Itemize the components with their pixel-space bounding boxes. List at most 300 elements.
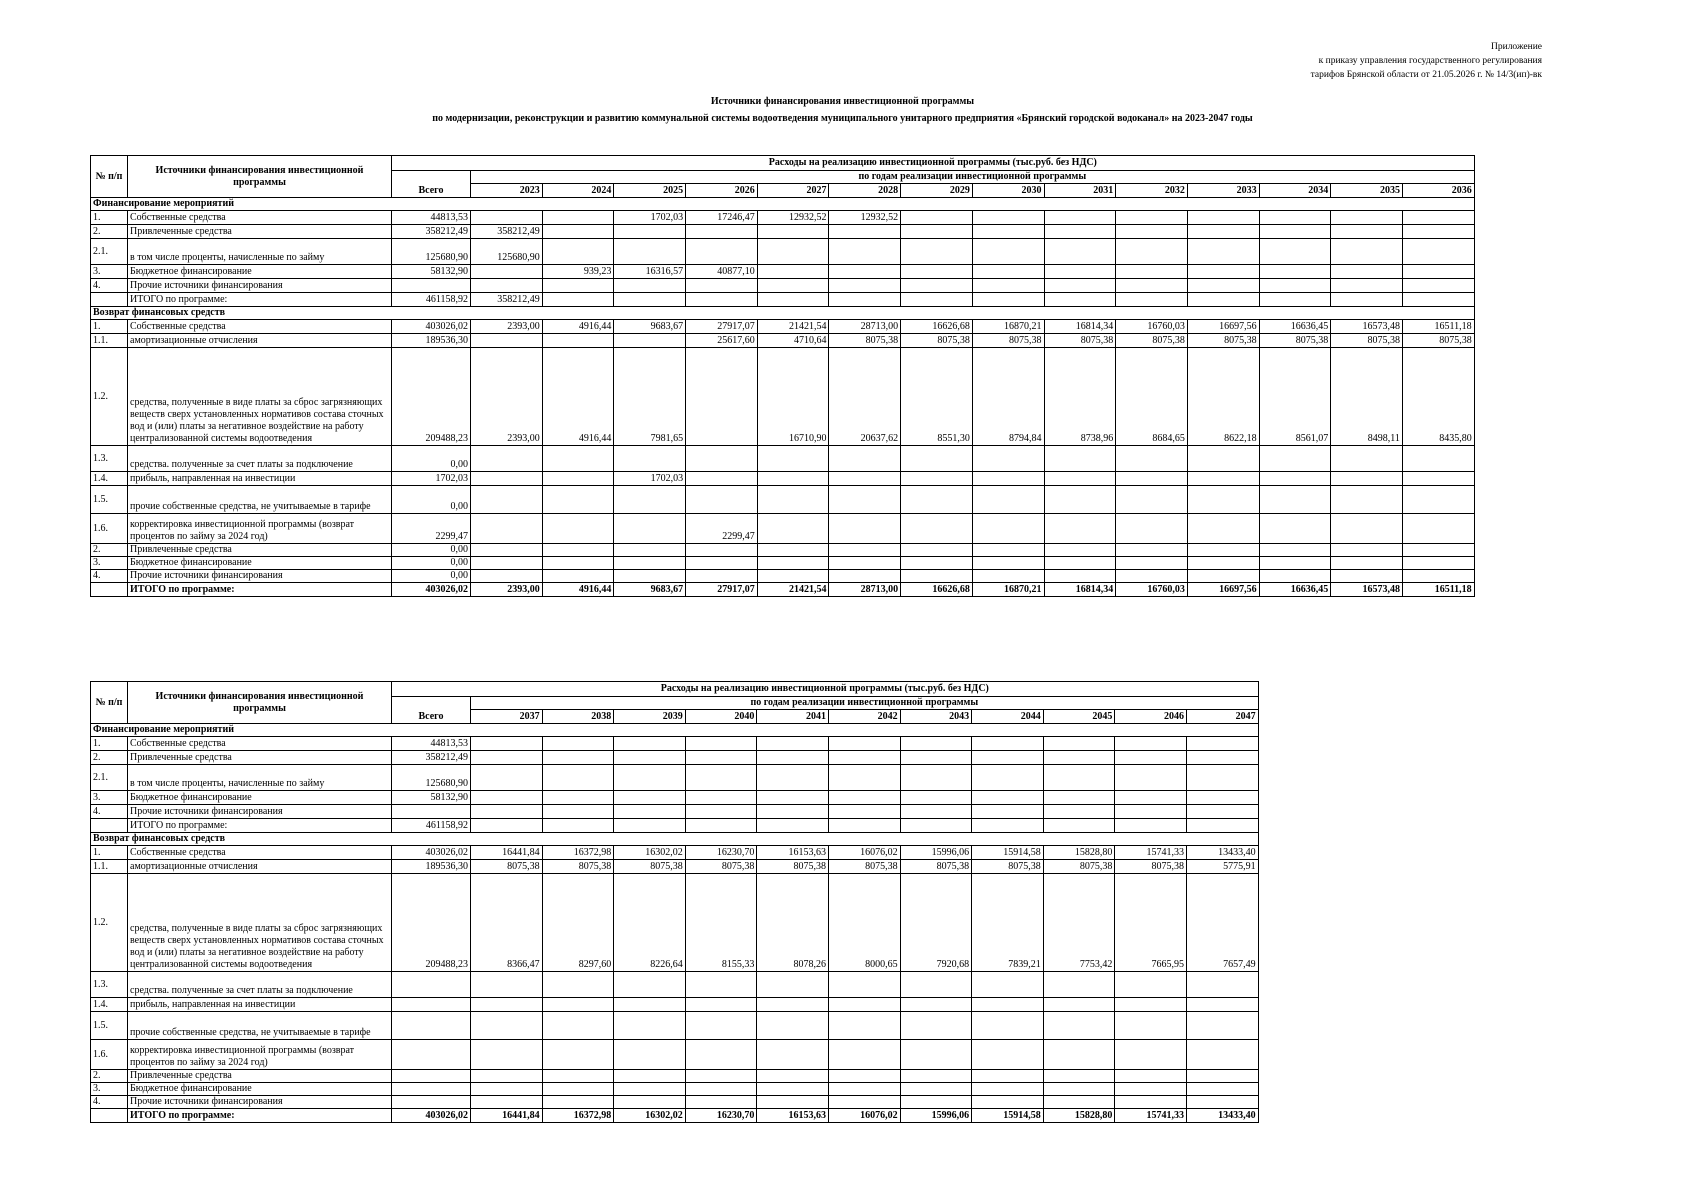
year-cell: 16153,63 [757,846,829,860]
year-header: 2033 [1187,184,1259,198]
year-header: 2036 [1402,184,1474,198]
year-cell [900,791,972,805]
row-label-r3: Бюджетное финансирование [128,1083,392,1096]
year-cell [1115,1070,1187,1083]
row-label-f1: Собственные средства [128,737,392,751]
row-label-f21: в том числе проценты, начисленные по займу [128,239,392,265]
year-header: 2039 [614,710,686,724]
year-cell [1402,279,1474,293]
year-cell: 8075,38 [1115,860,1187,874]
year-cell [614,279,686,293]
year-cell: 16710,90 [757,348,829,446]
year-cell [757,446,829,472]
row-label-r1: Собственные средства [128,320,392,334]
year-cell [542,225,614,239]
year-cell: 16230,70 [685,1109,757,1123]
year-cell [471,472,543,486]
year-cell [972,211,1044,225]
year-cell: 16076,02 [828,1109,900,1123]
year-cell [614,544,686,557]
year-cell: 40877,10 [686,265,758,279]
header-expenses: Расходы на реализацию инвестиционной программы (тыс.руб. без НДС) [392,682,1259,697]
year-cell [972,486,1044,514]
year-cell [1043,1083,1115,1096]
year-cell [542,805,614,819]
year-cell: 15914,58 [972,846,1044,860]
year-cell [542,334,614,348]
year-cell [1187,211,1259,225]
year-cell [1331,514,1403,544]
year-cell [542,279,614,293]
year-cell [471,1012,543,1040]
year-cell [757,514,829,544]
year-cell [1186,998,1258,1012]
year-cell: 15828,80 [1043,1109,1115,1123]
year-cell: 28713,00 [829,583,901,597]
row-number: 1. [91,737,128,751]
year-cell [1043,1070,1115,1083]
year-cell [829,225,901,239]
year-cell [900,765,972,791]
year-cell: 16372,98 [542,846,614,860]
year-cell [1043,1012,1115,1040]
year-cell [542,486,614,514]
year-cell: 8622,18 [1187,348,1259,446]
year-cell [757,791,829,805]
year-cell [542,1083,614,1096]
year-cell [972,544,1044,557]
year-cell [900,1083,972,1096]
header-no: № п/п [91,682,128,724]
year-cell [1187,265,1259,279]
year-cell: 9683,67 [614,320,686,334]
year-cell [686,557,758,570]
year-cell: 16760,03 [1116,320,1188,334]
year-cell: 16230,70 [685,846,757,860]
year-cell: 8155,33 [685,874,757,972]
year-header: 2046 [1115,710,1187,724]
year-cell [972,446,1044,472]
row-number: 1. [91,320,128,334]
row-label-f3: Бюджетное финансирование [128,265,392,279]
year-cell [1043,791,1115,805]
year-cell: 8075,38 [972,334,1044,348]
year-cell [1402,211,1474,225]
year-cell [1115,1040,1187,1070]
year-cell [901,486,973,514]
year-cell [1116,557,1188,570]
year-cell [614,1040,686,1070]
year-cell [1043,819,1115,833]
year-cell [1187,225,1259,239]
title-line-1: Источники финансирования инвестиционной программы [710,96,975,107]
row-number [91,293,128,307]
year-cell: 16870,21 [972,583,1044,597]
year-cell: 8684,65 [1116,348,1188,446]
year-cell [1331,472,1403,486]
year-cell: 15741,33 [1115,1109,1187,1123]
year-cell [685,1070,757,1083]
year-cell [901,225,973,239]
year-cell [1259,570,1331,583]
year-cell [1115,805,1187,819]
year-cell [829,265,901,279]
year-cell [1044,293,1116,307]
year-cell [1259,239,1331,265]
year-cell [471,737,543,751]
year-cell [542,751,614,765]
year-cell [471,805,543,819]
year-cell [614,239,686,265]
year-cell [1186,1012,1258,1040]
year-cell [1187,446,1259,472]
row-number: 1.1. [91,860,128,874]
row-number: 4. [91,1096,128,1109]
year-cell [471,486,543,514]
year-cell: 16441,84 [471,846,543,860]
row-label-r14: прибыль, направленная на инвестиции [128,472,392,486]
row-number: 4. [91,279,128,293]
total-cell: 189536,30 [392,860,471,874]
year-cell [1259,486,1331,514]
year-cell [1115,791,1187,805]
row-number: 1.5. [91,486,128,514]
year-cell [972,1083,1044,1096]
total-cell: 58132,90 [392,265,471,279]
year-cell [757,265,829,279]
year-cell: 358212,49 [471,293,543,307]
year-cell [900,819,972,833]
row-label-r3: Бюджетное финансирование [128,557,392,570]
year-cell [1187,239,1259,265]
year-cell [972,737,1044,751]
year-cell [542,446,614,472]
row-label-r15: прочие собственные средства, не учитываемые в тарифе [128,486,392,514]
section-return: Возврат финансовых средств [91,307,1475,320]
year-cell [1116,293,1188,307]
year-cell [901,544,973,557]
year-cell [757,1040,829,1070]
total-cell [392,1096,471,1109]
header-total: Всего [392,697,471,724]
year-cell: 8075,38 [542,860,614,874]
year-cell [471,544,543,557]
row-label-r13: средства. полученные за счет платы за подключение [128,446,392,472]
row-label-rtot: ИТОГО по программе: [128,1109,392,1123]
year-cell [614,765,686,791]
total-cell: 2299,47 [392,514,471,544]
year-cell [757,751,829,765]
year-cell [542,514,614,544]
year-cell [1116,211,1188,225]
year-cell: 15996,06 [900,1109,972,1123]
year-cell [542,557,614,570]
year-cell [542,1070,614,1083]
year-cell [542,998,614,1012]
year-cell [1331,293,1403,307]
year-cell [1044,544,1116,557]
year-cell [614,751,686,765]
year-cell [1187,293,1259,307]
year-cell [900,1012,972,1040]
year-cell: 8498,11 [1331,348,1403,446]
year-cell: 8226,64 [614,874,686,972]
year-cell [614,1083,686,1096]
year-cell [757,998,829,1012]
total-cell: 1702,03 [392,472,471,486]
year-cell [542,1096,614,1109]
year-cell [1259,265,1331,279]
year-cell [1044,486,1116,514]
year-cell: 4916,44 [542,348,614,446]
year-cell: 16441,84 [471,1109,543,1123]
year-cell [686,544,758,557]
row-label-r2: Привлеченные средства [128,544,392,557]
year-cell: 8075,38 [1259,334,1331,348]
year-cell: 4916,44 [542,583,614,597]
year-cell: 8075,38 [828,860,900,874]
row-number [91,1109,128,1123]
total-cell [392,1070,471,1083]
year-cell: 8000,65 [828,874,900,972]
year-cell: 4916,44 [542,320,614,334]
document-title [0,93,1685,127]
year-cell [614,514,686,544]
year-cell [685,1040,757,1070]
year-cell [1331,570,1403,583]
year-cell [1331,486,1403,514]
year-cell [757,472,829,486]
year-cell [471,819,543,833]
year-cell [972,514,1044,544]
total-cell [392,1040,471,1070]
year-cell [1259,279,1331,293]
year-cell [614,293,686,307]
year-cell [685,737,757,751]
year-cell [542,472,614,486]
year-header: 2045 [1043,710,1115,724]
year-cell [1186,819,1258,833]
year-cell [1044,225,1116,239]
year-cell [542,293,614,307]
year-cell: 15828,80 [1043,846,1115,860]
year-header: 2037 [471,710,543,724]
year-header: 2041 [757,710,829,724]
year-cell [1116,265,1188,279]
year-cell: 2393,00 [471,348,543,446]
year-cell: 16870,21 [972,320,1044,334]
year-cell: 5775,91 [1186,860,1258,874]
year-cell: 2299,47 [686,514,758,544]
year-cell [614,805,686,819]
total-cell: 44813,53 [392,211,471,225]
row-number: 2. [91,1070,128,1083]
year-cell [1043,998,1115,1012]
year-cell: 12932,52 [829,211,901,225]
row-number: 4. [91,805,128,819]
year-cell [829,472,901,486]
row-label-r13: средства. полученные за счет платы за подключение [128,972,392,998]
year-cell: 8551,30 [901,348,973,446]
year-cell [1043,751,1115,765]
year-cell [829,279,901,293]
year-cell [972,1070,1044,1083]
year-cell: 8075,38 [1187,334,1259,348]
year-cell [1187,557,1259,570]
year-cell [685,819,757,833]
year-cell [685,1083,757,1096]
year-cell [471,279,543,293]
year-cell [757,544,829,557]
year-cell [901,557,973,570]
year-header: 2025 [614,184,686,198]
year-cell: 8075,38 [900,860,972,874]
year-cell [757,1083,829,1096]
year-cell: 16511,18 [1402,583,1474,597]
total-cell: 58132,90 [392,791,471,805]
year-cell: 16511,18 [1402,320,1474,334]
year-cell [1043,972,1115,998]
year-cell [1402,514,1474,544]
year-cell: 16814,34 [1044,583,1116,597]
year-cell [685,998,757,1012]
year-cell [614,486,686,514]
year-cell: 8075,38 [1044,334,1116,348]
year-cell [685,972,757,998]
year-cell [1116,570,1188,583]
year-cell [1402,472,1474,486]
year-cell: 8794,84 [972,348,1044,446]
total-cell: 209488,23 [392,874,471,972]
year-cell [614,225,686,239]
year-cell [471,446,543,472]
year-header: 2034 [1259,184,1331,198]
row-number: 3. [91,265,128,279]
year-cell [542,544,614,557]
year-cell [1115,819,1187,833]
year-cell: 939,23 [542,265,614,279]
year-cell: 7753,42 [1043,874,1115,972]
year-cell: 16076,02 [828,846,900,860]
year-cell: 7665,95 [1115,874,1187,972]
row-label-r16: корректировка инвестиционной программы (возврат процентов по займу за 2024 год) [128,1040,392,1070]
year-cell [1044,279,1116,293]
year-cell: 8075,38 [1402,334,1474,348]
total-cell: 189536,30 [392,334,471,348]
year-cell [901,514,973,544]
row-label-ftot: ИТОГО по программе: [128,293,392,307]
year-cell [757,557,829,570]
year-cell [1115,972,1187,998]
year-cell [1331,211,1403,225]
row-number: 1.3. [91,972,128,998]
year-cell [686,486,758,514]
year-cell: 16814,34 [1044,320,1116,334]
year-cell [542,972,614,998]
year-header: 2040 [685,710,757,724]
year-cell: 27917,07 [686,320,758,334]
year-cell [1186,1096,1258,1109]
row-number: 2. [91,225,128,239]
year-header: 2031 [1044,184,1116,198]
year-cell [901,570,973,583]
row-label-r12: средства, полученные в виде платы за сброс загрязняющих веществ сверх установленных нормативов состава сточных вод и (или) платы за негативное воздействие на работу централизованной системы водоотведения [128,348,392,446]
year-cell: 7981,65 [614,348,686,446]
total-cell: 358212,49 [392,751,471,765]
year-cell [471,1040,543,1070]
year-cell [471,751,543,765]
year-cell [828,819,900,833]
year-cell: 8075,38 [829,334,901,348]
year-cell [757,819,829,833]
year-cell: 8075,38 [685,860,757,874]
year-cell [828,998,900,1012]
year-cell [1115,737,1187,751]
year-cell [829,239,901,265]
year-cell [972,805,1044,819]
year-cell [828,751,900,765]
year-cell [471,1083,543,1096]
year-cell [972,570,1044,583]
section-financing: Финансирование мероприятий [91,198,1475,211]
row-number: 1. [91,211,128,225]
year-cell: 16626,68 [901,320,973,334]
year-cell [972,293,1044,307]
total-cell [392,998,471,1012]
year-cell [1402,293,1474,307]
year-header: 2030 [972,184,1044,198]
row-label-f1: Собственные средства [128,211,392,225]
year-cell: 7920,68 [900,874,972,972]
year-cell [828,1012,900,1040]
row-label-r14: прибыль, направленная на инвестиции [128,998,392,1012]
row-number: 1.2. [91,348,128,446]
year-cell: 125680,90 [471,239,543,265]
year-cell: 8561,07 [1259,348,1331,446]
row-label-r15: прочие собственные средства, не учитываемые в тарифе [128,1012,392,1040]
row-label-r11: амортизационные отчисления [128,860,392,874]
year-cell: 16760,03 [1116,583,1188,597]
row-label-rtot: ИТОГО по программе: [128,583,392,597]
total-cell: 125680,90 [392,765,471,791]
year-header: 2027 [757,184,829,198]
year-cell [1331,544,1403,557]
year-cell [471,972,543,998]
year-cell [1402,570,1474,583]
header-source: Источники финансирования инвестиционной программы [128,156,392,198]
year-cell: 2393,00 [471,583,543,597]
year-cell [901,446,973,472]
year-cell [829,293,901,307]
year-cell: 4710,64 [757,334,829,348]
header-expenses: Расходы на реализацию инвестиционной программы (тыс.руб. без НДС) [392,156,1475,171]
year-cell [1331,265,1403,279]
year-cell: 16316,57 [614,265,686,279]
year-cell [1259,514,1331,544]
year-cell [614,972,686,998]
total-cell: 461158,92 [392,293,471,307]
year-cell [471,791,543,805]
year-header: 2026 [686,184,758,198]
year-cell [901,293,973,307]
year-header: 2044 [972,710,1044,724]
year-header: 2043 [900,710,972,724]
year-cell [1116,514,1188,544]
year-cell: 20637,62 [829,348,901,446]
year-cell [1259,211,1331,225]
year-cell [471,265,543,279]
row-label-f4: Прочие источники финансирования [128,279,392,293]
